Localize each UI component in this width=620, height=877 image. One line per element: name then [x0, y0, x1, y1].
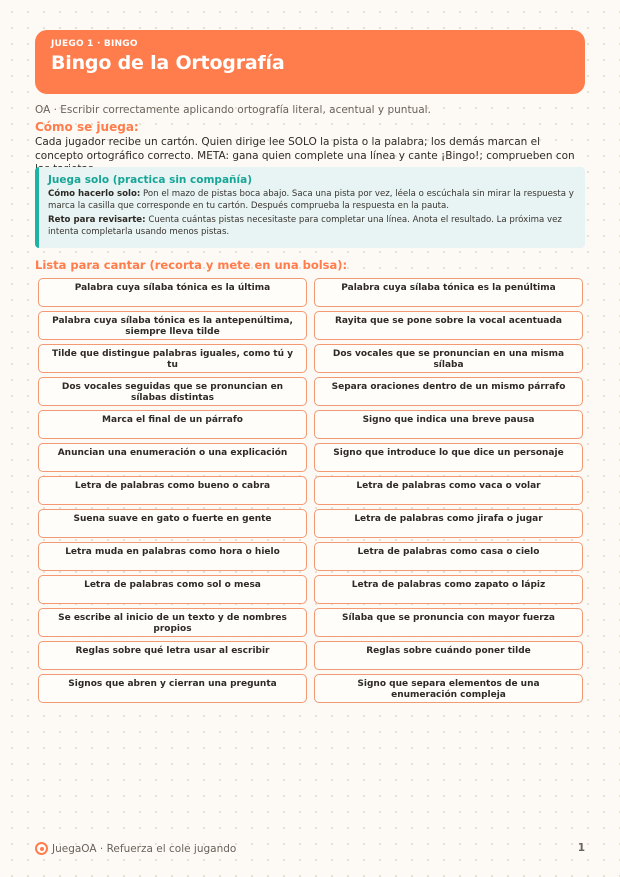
- how-to-play-title: Cómo se juega:: [35, 120, 139, 134]
- solo-title: Juega solo (practica sin compañía): [48, 174, 252, 186]
- clue-card: Marca el final de un párrafo: [38, 410, 307, 439]
- brand-logo-icon: [35, 842, 48, 855]
- clue-card: Letra de palabras como casa o cielo: [314, 542, 583, 571]
- clue-card: Suena suave en gato o fuerte en gente: [38, 509, 307, 538]
- clue-card: Letra de palabras como sol o mesa: [38, 575, 307, 604]
- clue-card: Palabra cuya sílaba tónica es la última: [38, 278, 307, 307]
- solo-challenge-text: Cuenta cuántas pistas necesitaste para completar una línea. Anota el resultado. La próxima vez intenta completarla usando menos pistas.: [48, 215, 562, 237]
- clue-card: Reglas sobre qué letra usar al escribir: [38, 641, 307, 670]
- page-footer: [35, 842, 585, 855]
- clue-card: Letra de palabras como bueno o cabra: [38, 476, 307, 505]
- solo-how-label: Cómo hacerlo solo:: [48, 189, 141, 199]
- clue-card: Reglas sobre cuándo poner tilde: [314, 641, 583, 670]
- clue-card: Dos vocales seguidas que se pronuncian en sílabas distintas: [38, 377, 307, 406]
- clue-card: Letra de palabras como zapato o lápiz: [314, 575, 583, 604]
- clue-card-grid: [38, 278, 583, 703]
- clue-card: Dos vocales que se pronuncian en una misma sílaba: [314, 344, 583, 373]
- clue-card: Letra de palabras como vaca o volar: [314, 476, 583, 505]
- page-header: [35, 30, 585, 94]
- solo-challenge: [48, 215, 575, 238]
- clue-card: Palabra cuya sílaba tónica es la penúltima: [314, 278, 583, 307]
- clue-card: Letra de palabras como jirafa o jugar: [314, 509, 583, 538]
- solo-practice-box: [35, 167, 585, 248]
- clue-card: Signos que abren y cierran una pregunta: [38, 674, 307, 703]
- solo-how-text: Pon el mazo de pistas boca abajo. Saca una pista por vez, léela o escúchala sin mirar la respuesta y marca la casilla que corresponde en tu cartón. Después comprueba la respuesta en la pauta.: [48, 189, 574, 211]
- clue-card: Palabra cuya sílaba tónica es la antepenúltima, siempre lleva tilde: [38, 311, 307, 340]
- solo-how: [48, 189, 575, 212]
- clue-card: Separa oraciones dentro de un mismo párrafo: [314, 377, 583, 406]
- how-to-play-text: Cada jugador recibe un cartón. Quien dirige lee SOLO la pista o la palabra; los demás marcan el concepto ortográfico correcto. META: gana quien complete una línea y cante ¡Bingo!; comprueben con: [35, 136, 575, 162]
- call-list-title: Lista para cantar (recorta y mete en una bolsa):: [35, 258, 348, 272]
- learning-objective: OA · Escribir correctamente aplicando ortografía literal, acentual y puntual.: [35, 104, 431, 116]
- page-number: 1: [577, 842, 585, 854]
- page-title: Bingo de la Ortografía: [51, 52, 285, 74]
- clue-card: Se escribe al inicio de un texto y de nombres propios: [38, 608, 307, 637]
- game-kicker: JUEGO 1 · BINGO: [51, 39, 138, 49]
- footer-brand: JuegaOA · Refuerza el cole jugando: [52, 842, 237, 855]
- clue-card: Rayita que se pone sobre la vocal acentuada: [314, 311, 583, 340]
- clue-card: Sílaba que se pronuncia con mayor fuerza: [314, 608, 583, 637]
- clue-card: Signo que introduce lo que dice un personaje: [314, 443, 583, 472]
- clue-card: Signo que indica una breve pausa: [314, 410, 583, 439]
- solo-challenge-label: Reto para revisarte:: [48, 215, 146, 225]
- clue-card: Signo que separa elementos de una enumeración compleja: [314, 674, 583, 703]
- clue-card: Anuncian una enumeración o una explicación: [38, 443, 307, 472]
- clue-card: Tilde que distingue palabras iguales, como tú y tu: [38, 344, 307, 373]
- clue-card: Letra muda en palabras como hora o hielo: [38, 542, 307, 571]
